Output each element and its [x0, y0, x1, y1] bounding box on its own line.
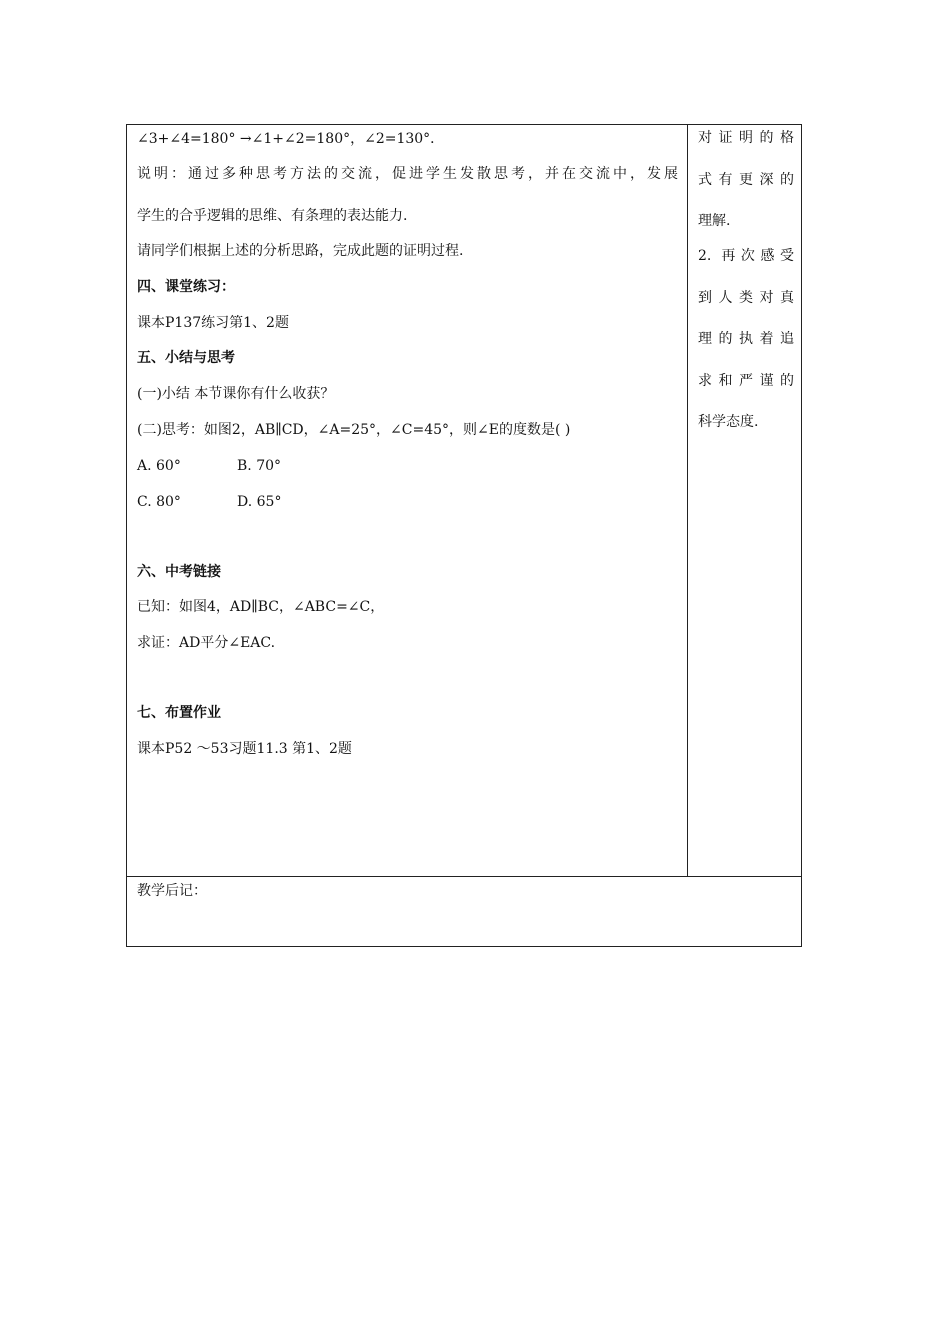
summary-question: (一)小结 本节课你有什么收获？ — [137, 386, 335, 402]
section-heading-exam-link: 六、中考链接 — [137, 564, 221, 580]
options-row-1 — [137, 456, 281, 476]
side-notes-cell — [688, 125, 801, 876]
options-row-2 — [137, 492, 281, 512]
option-d: D. 65° — [237, 494, 282, 510]
side-note-line: 式有更深的 — [698, 172, 794, 188]
option-a: A. 60° — [137, 458, 181, 474]
explanation-line-1: 说明：通过多种思考方法的交流，促进学生发散思考，并在交流中，发展 — [137, 166, 678, 182]
section-heading-homework: 七、布置作业 — [137, 705, 221, 721]
lesson-plan-table — [126, 124, 802, 947]
side-note-line: 理的执着追 — [698, 331, 794, 347]
side-note-line: 到人类对真 — [698, 290, 794, 306]
explanation-line-2: 学生的合乎逻辑的思维、有条理的表达能力. — [137, 208, 408, 224]
main-content-cell — [127, 125, 688, 876]
side-note-line: 2. 再次感受 — [698, 248, 794, 264]
teaching-notes-cell — [127, 876, 801, 946]
side-note-line: 理解. — [698, 213, 731, 229]
homework-text: 课本P52 ～53习题11.3 第1、2题 — [137, 741, 352, 757]
option-c: C. 80° — [137, 494, 181, 510]
option-b: B. 70° — [237, 458, 282, 474]
side-note-line: 对证明的格 — [698, 130, 794, 146]
side-note-line: 求和严谨的 — [698, 373, 794, 389]
equation-line: ∠3+∠4=180° →∠1+∠2=180°，∠2=130°． — [137, 131, 445, 147]
instruction-line: 请同学们根据上述的分析思路，完成此题的证明过程. — [137, 243, 464, 259]
section-heading-summary: 五、小结与思考 — [137, 350, 235, 366]
think-question: (二)思考：如图2，AB∥CD，∠A=25°，∠C=45°，则∠E的度数是( ) — [137, 422, 571, 438]
prove-line: 求证：AD平分∠EAC. — [137, 635, 276, 651]
side-note-line: 科学态度. — [698, 414, 759, 430]
given-line: 已知：如图4，AD∥BC，∠ABC=∠C， — [137, 599, 385, 615]
section-heading-practice: 四、课堂练习： — [137, 279, 235, 295]
teaching-notes-label: 教学后记： — [137, 883, 207, 899]
practice-text: 课本P137练习第1、2题 — [137, 315, 289, 331]
